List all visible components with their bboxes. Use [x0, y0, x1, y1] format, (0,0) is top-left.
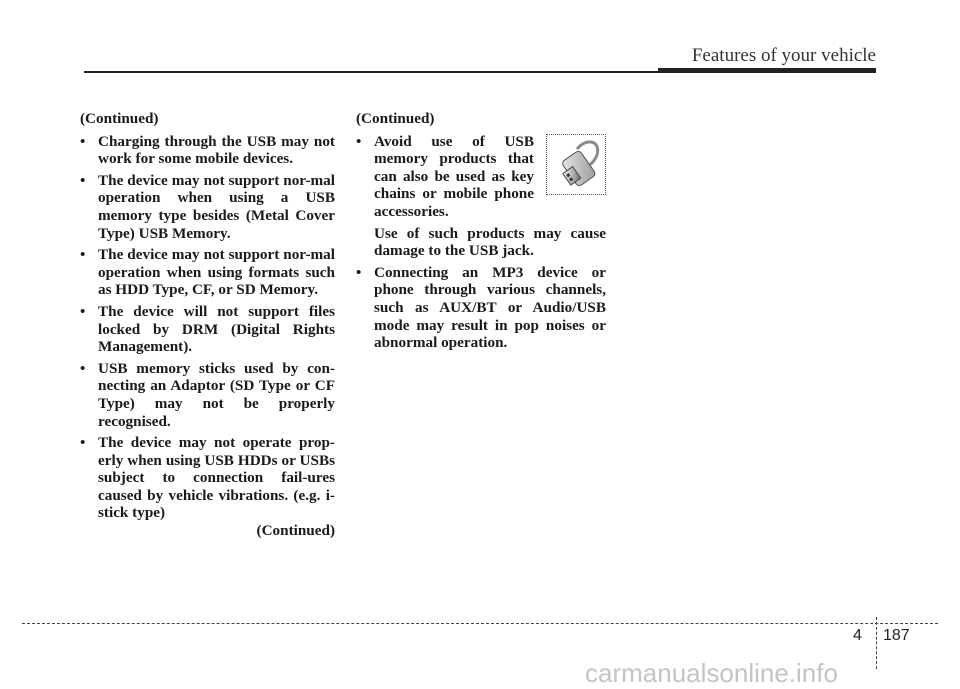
list-item: • Avoid use of USB memory products that can also be used as key chains or mobile phone accessories.	[356, 133, 606, 221]
left-column	[80, 110, 335, 540]
chapter-number: 4	[853, 627, 862, 644]
list-item: • The device may not support nor-mal operation when using formats such as HDD Type, CF, or SD Memory.	[80, 246, 335, 299]
header-title: Features of your vehicle	[691, 45, 876, 66]
usb-warnings-list-2	[356, 264, 606, 352]
usb-notes-list	[80, 133, 335, 522]
list-item: • Charging through the USB may not work for some mobile devices.	[80, 133, 335, 168]
usb-stick-image	[546, 134, 606, 195]
footer-rule	[22, 623, 938, 624]
continued-label-top: (Continued)	[80, 110, 159, 127]
list-item: • The device may not operate prop-erly when using USB HDDs or USBs subject to connection fail-ures caused by vehicle vibrations. (e.g. i-stick type)	[80, 434, 335, 522]
continued-label-bottom: (Continued)	[256, 522, 335, 540]
usb-stick-icon	[547, 135, 605, 194]
list-item: • USB memory sticks used by con-necting an Adaptor (SD Type or CF Type) may not be properly recognised.	[80, 360, 335, 430]
list-item-note: Use of such products may cause damage to the USB jack.	[374, 224, 606, 260]
list-item: • Connecting an MP3 device or phone through various channels, such as AUX/BT or Audio/USB mode may result in pop noises or abnormal operation.	[356, 264, 606, 352]
page-number: 187	[883, 627, 910, 644]
continued-label-top: (Continued)	[356, 110, 435, 127]
list-item: • The device may not support nor-mal operation when using a USB memory type besides (Metal Cover Type) USB Memory.	[80, 172, 335, 242]
header-rule-thin	[84, 71, 658, 73]
header-rule-thick	[658, 68, 876, 73]
list-item: • The device will not support files locked by DRM (Digital Rights Management).	[80, 303, 335, 356]
footer-divider	[876, 617, 877, 669]
watermark-text: carmanualsonline.info	[585, 658, 838, 688]
